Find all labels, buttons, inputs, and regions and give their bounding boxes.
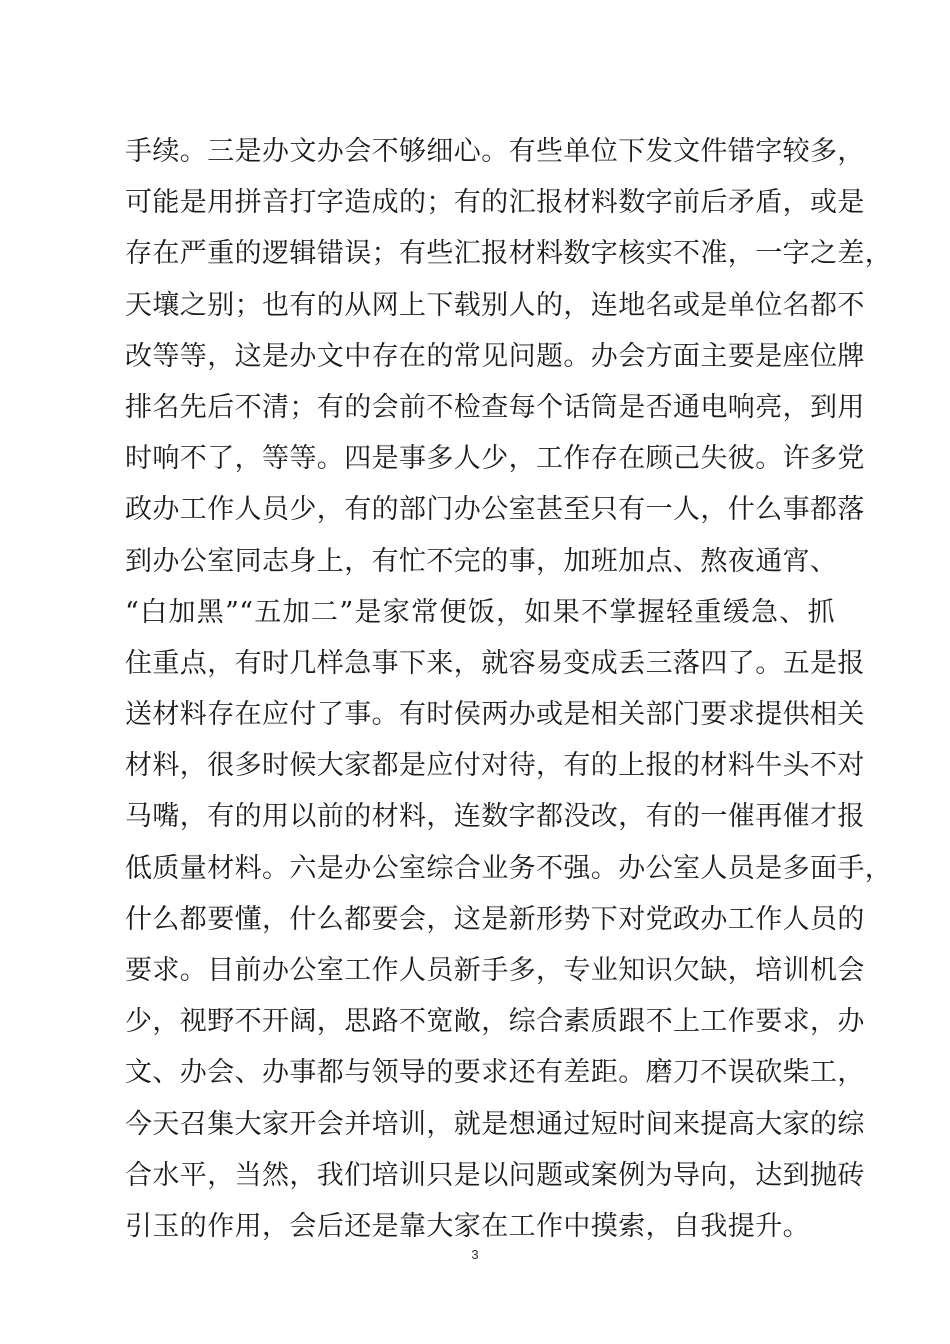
- paragraph-line: 低质量材料。六是办公室综合业务不强。办公室人员是多面手，: [125, 852, 893, 884]
- paragraph-line: 要求。目前办公室工作人员新手多，专业知识欠缺，培训机会: [125, 955, 865, 986]
- body-paragraph: [125, 126, 893, 1252]
- paragraph-line: 文、办会、办事都与领导的要求还有差距。磨刀不误砍柴工，: [125, 1057, 865, 1089]
- paragraph-line: 什么都要懂，什么都要会，这是新形势下对党政办工作人员的: [125, 903, 865, 935]
- paragraph-line: 可能是用拼音打字造成的；有的汇报材料数字前后矛盾，或是: [125, 187, 865, 219]
- paragraph-line: 少，视野不开阔，思路不宽敞，综合素质跟不上工作要求，办: [125, 1006, 865, 1038]
- paragraph-line: 材料，很多时候大家都是应付对待，有的上报的材料牛头不对: [125, 750, 865, 782]
- paragraph-line: 手续。三是办文办会不够细心。有些单位下发文件错字较多，: [125, 136, 865, 167]
- paragraph-line: 排名先后不清；有的会前不检查每个话筒是否通电响亮，到用: [125, 391, 865, 423]
- paragraph-line: 存在严重的逻辑错误；有些汇报材料数字核实不准，一字之差，: [125, 238, 893, 270]
- paragraph-line: 合水平，当然，我们培训只是以问题或案例为导向，达到抛砖: [125, 1159, 865, 1191]
- paragraph-line: 天壤之别；也有的从网上下载别人的，连地名或是单位名都不: [125, 289, 865, 321]
- paragraph-line: 马嘴，有的用以前的材料，连数字都没改，有的一催再催才报: [125, 801, 865, 833]
- paragraph-line: 改等等，这是办文中存在的常见问题。办会方面主要是座位牌: [125, 340, 865, 372]
- page-number: 3: [471, 1247, 479, 1262]
- paragraph-line: 时响不了，等等。四是事多人少，工作存在顾己失彼。许多党: [125, 443, 865, 475]
- paragraph-line: 今天召集大家开会并培训，就是想通过短时间来提高大家的综: [125, 1108, 865, 1140]
- paragraph-line: 到办公室同志身上，有忙不完的事，加班加点、熬夜通宵、: [125, 545, 838, 577]
- paragraph-line: 政办工作人员少，有的部门办公室甚至只有一人，什么事都落: [125, 494, 865, 526]
- paragraph-line: 住重点，有时几样急事下来，就容易变成丢三落四了。五是报: [125, 647, 865, 679]
- paragraph-line: 送材料存在应付了事。有时侯两办或是相关部门要求提供相关: [125, 699, 865, 731]
- paragraph-line-last: 引玉的作用，会后还是靠大家在工作中摸索，自我提升。: [125, 1210, 810, 1242]
- paragraph-line: “白加黑”“五加二”是家常便饭，如果不掌握轻重缓急、抓: [125, 596, 835, 628]
